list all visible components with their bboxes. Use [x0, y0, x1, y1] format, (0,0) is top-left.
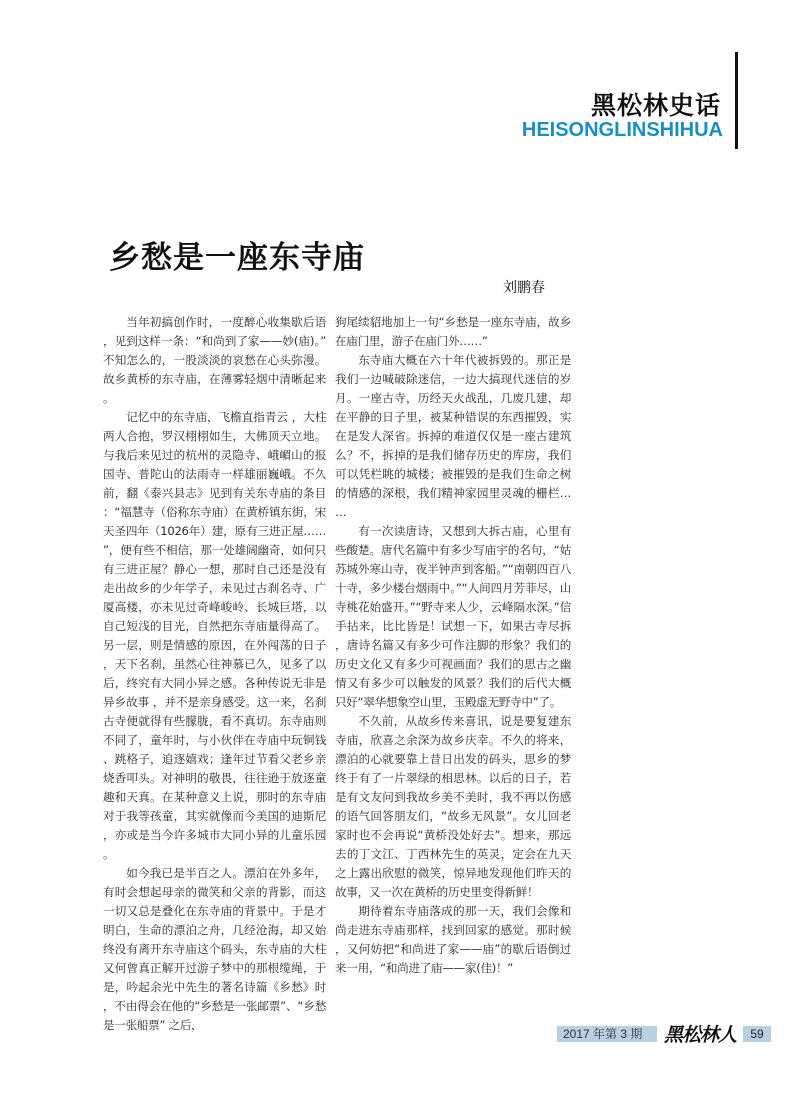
article-author: 刘鹏春 — [503, 280, 545, 296]
magazine-logo: 黑松林人 — [664, 1024, 737, 1046]
paragraph: 记忆中的东寺庙，飞檐直指青云 ，大柱两人合抱，罗汉栩栩如生，大佛顶天立地。与我后来见过的杭州的灵隐寺、峨嵋山的报国寺、普陀山的法雨寺一样雄丽巍峨。不久前，翻《泰兴县志》见到有关东寺庙的条目：“福慧寺（俗称东寺庙）在黄桥镇东街，宋天圣四年（1026年）建，原有三进正屋……”，便有些不相信，那一处雄阔幽奇，如何只有三进正屋？静心一想，那时自己还是没有走出故乡的少年学子，未见过古刹名寺、广厦高楼，亦未见过奇峰峻岭、长城巨塔，以自己短浅的目光，自然把东寺庙量得高了。另一层，则是情感的原因，在外闯荡的日子，天下名刹，虽然心往神慕已久，见多了以后，终究有大同小异之感。各种传说无非是异乡故事 ，并不是亲身感受。这一来，名刹古寺便就得有些朦胧，看不真切。东寺庙则不同了，童年时，与小伙伴在寺庙中玩铜钱、跳格子，追逐嬉戏；逢年过节看父老乡亲烧香叩头。对神明的敬畏，往往逊于放逐童趣和天真。在某种意义上说，那时的东寺庙对于我等孩童，其实就像而今美国的迪斯尼，亦或是当今许多城市大同小异的儿童乐园。 — [103, 410, 326, 861]
paragraph: 当年初搞创作时，一度醉心收集歇后语，见到这样一条：“和尚到了家——妙(庙)。”不知怎么的，一股淡淡的哀愁在心头弥漫。故乡黄桥的东寺庙，在薄雾轻烟中清晰起来。 — [103, 315, 326, 405]
section-title-cn: 黑松林史话 — [590, 91, 721, 120]
left-column — [103, 313, 326, 1035]
paragraph: 期待着东寺庙落成的那一天，我们会像和尚走进东寺庙那样，找到回家的感觉。那时候，又何妨把“和尚进了家——庙”的歇后语倒过来一用，“和尚进了庙——家(佳)！” — [335, 904, 571, 975]
paragraph-continuation: 狗尾续貂地加上一句“乡愁是一座东寺庙，故乡在庙门里，游子在庙门外……” — [335, 315, 571, 348]
paragraph: 东寺庙大概在六十年代被拆毁的。那正是我们一边喊破除迷信，一边大搞现代迷信的岁月。一座古寺，历经天火战乱，几废几建，却在平静的日子里，被某种错误的东西摧毁，实在是发人深省。拆掉的难道仅仅是一座古建筑么？不，拆掉的是我们储存历史的库房，我们可以凭栏眺的城楼；被摧毁的是我们生命之树的情感的深根，我们精神家园里灵魂的栅栏…… — [335, 353, 571, 519]
paragraph: 有一次读唐诗，又想到大拆古庙，心里有些酸楚。唐代名篇中有多少写庙宇的名句，“姑苏城外寒山寺，夜半钟声到客船。”“南朝四百八十寺，多少楼台烟雨中。”“人间四月芳菲尽，山寺桃花始盛开。”“野寺来人少，云峰隔水深。”信手拈来，比比皆是！试想一下，如果古寺尽拆，唐诗名篇又有多少可作注脚的形象？我们的历史文化又有多少可视画面？我们的思古之幽情又有多少可以触发的风景？我们的后代大概只好“翠华想象空山里，玉殿虚无野寺中”了。 — [335, 524, 571, 709]
article-title: 乡愁是一座东寺庙 — [109, 240, 365, 276]
paragraph: 如今我已是半百之人。漂泊在外多年，有时会想起母亲的微笑和父亲的背影，而这一切又总是叠化在东寺庙的背景中。于是才明白，生命的漂泊之舟，几经沧海，却又始终没有离开东寺庙这个码头，东寺庙的大柱又何曾真正解开过游子梦中的那根缆绳，于是，吟起余光中先生的著名诗篇《乡愁》时，不由得会在他的“乡愁是一张邮票”、“乡愁是一张船票” 之后， — [103, 866, 326, 1032]
header-divider — [735, 52, 738, 149]
page-number: 59 — [743, 1026, 771, 1042]
right-column — [335, 313, 571, 978]
section-title-en: HEISONGLINSHIHUA — [521, 119, 723, 141]
footer-issue: 2017 年第 3 期 — [557, 1026, 657, 1042]
paragraph: 不久前，从故乡传来喜讯，说是要复建东寺庙，欣喜之余深为故乡庆幸。不久的将来，漂泊的心就要靠上昔日出发的码头，思乡的梦终于有了一片翠绿的相思林。以后的日子，若是有文友问到我故乡美不美时，我不再以伤感的语气回答朋友们，“故乡无风景”。女儿回老家时也不会再说“黄桥没处好去”。想来，那远去的丁文江、丁西林先生的英灵，定会在九天之上露出欣慰的微笑，惊异地发现他们昨天的故事，又一次在黄桥的历史里变得新鲜！ — [335, 714, 571, 899]
